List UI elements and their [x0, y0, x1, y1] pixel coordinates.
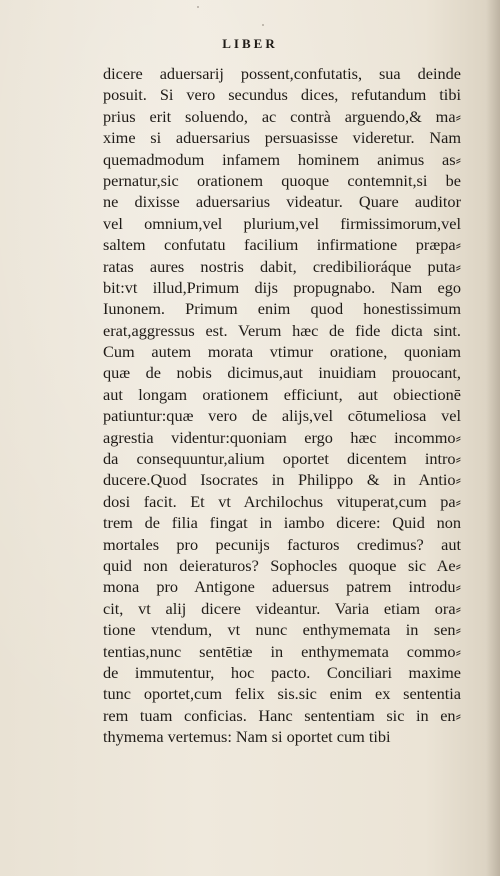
body-text	[103, 63, 461, 748]
text-line: de immutentur, hoc pacto. Conciliari maxime	[103, 662, 461, 682]
text-line: Cum autem morata vtimur oratione, quoniam	[103, 342, 461, 362]
text-line: tentias,nunc sentētiæ in enthymemata commo⸗	[103, 641, 461, 661]
text-line: prius erit soluendo, ac contrà arguendo,& ma⸗	[103, 106, 461, 126]
running-head: LIBER	[222, 36, 278, 51]
text-line: tunc oportet,cum felix sis.sic enim ex sententia	[103, 684, 461, 704]
text-line: erat,aggressus est. Verum hæc de fide dicta sint.	[103, 320, 461, 340]
text-line: cit, vt alij dicere videantur. Varia etiam ora⸗	[103, 598, 461, 618]
text-line: xime si aduersarius persuasisse videretur. Nam	[103, 128, 461, 148]
text-line: dosi facit. Et vt Archilochus vituperat,cum pa⸗	[103, 491, 461, 511]
text-line: patiuntur:quæ vero de alijs,vel cōtumeliosa vel	[103, 406, 461, 426]
text-line: dicere aduersarij possent,confutatis, sua deinde	[103, 64, 461, 83]
text-line: ne dixisse aduersarius videatur. Quare auditor	[103, 192, 461, 212]
text-line: agrestia videntur:quoniam ergo hæc incommo⸗	[103, 427, 461, 447]
text-line: quemadmodum infamem hominem animus as⸗	[103, 149, 461, 169]
text-line: vel omnium,vel plurium,vel firmissimorum,vel	[103, 213, 461, 233]
text-line: mortales pro pecunijs facturos credimus? aut	[103, 534, 461, 554]
paper-speck	[197, 6, 199, 8]
text-line: thymema vertemus: Nam si oportet cum tibi	[103, 727, 391, 747]
text-line: bit:vt illud,Primum dijs propugnabo. Nam ego	[103, 277, 461, 297]
page-edge-shadow	[486, 0, 500, 876]
text-line: trem de filia fingat in iambo dicere: Quid non	[103, 513, 461, 533]
text-line: saltem confutatu facilium infirmatione præpa⸗	[103, 235, 461, 255]
text-line: mona pro Antigone aduersus patrem introdu⸗	[103, 577, 461, 597]
text-line: quæ de nobis dicimus,aut inuidiam prouocant,	[103, 363, 461, 383]
text-line: quid non deieraturos? Sophocles quoque sic Ae⸗	[103, 555, 461, 575]
text-line: Iunonem. Primum enim quod honestissimum	[103, 299, 461, 319]
text-line: ducere.Quod Isocrates in Philippo & in Antio⸗	[103, 470, 461, 490]
text-line: pernatur,sic orationem quoque contemnit,si be	[103, 170, 461, 190]
text-line: tione vtendum, vt nunc enthymemata in sen⸗	[103, 620, 461, 640]
paper-speck	[262, 24, 264, 26]
text-line: aut longam orationem efficiunt, aut obiectionē	[103, 384, 461, 404]
text-line: ratas aures nostris dabit, credibilioráque puta⸗	[103, 256, 461, 276]
text-line: rem tuam conficias. Hanc sententiam sic in en⸗	[103, 705, 461, 725]
text-line: posuit. Si vero secundus dices, refutandum tibi	[103, 85, 461, 105]
text-line: da consequuntur,alium oportet dicentem intro⸗	[103, 449, 461, 469]
